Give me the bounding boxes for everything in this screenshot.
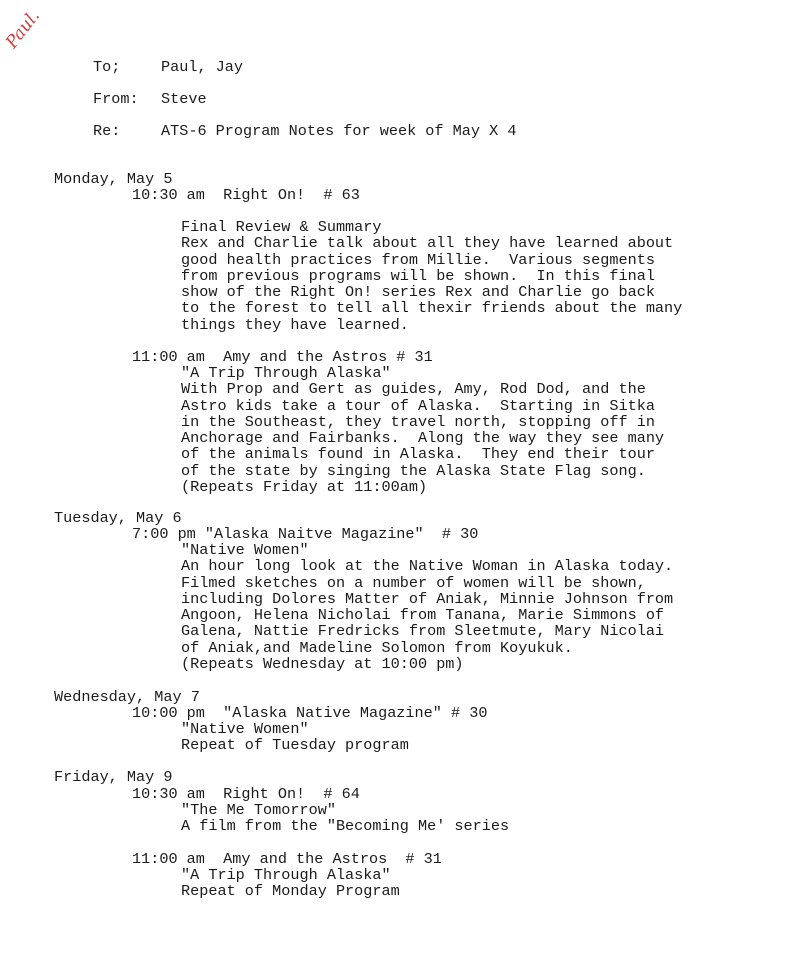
description-line: including Dolores Matter of Aniak, Minnie Johnson from: [181, 589, 674, 608]
description-line: of the state by singing the Alaska State Flag song.: [181, 461, 646, 480]
description-line: from previous programs will be shown. In this final: [181, 266, 655, 285]
re-label: Re:: [93, 122, 121, 140]
description-line: "Native Women": [181, 541, 309, 559]
program-time-title: 10:30 am Right On! # 63: [132, 186, 360, 204]
description-line: of the animals found in Alaska. They end their tour: [181, 445, 655, 464]
description-line: Angoon, Helena Nicholai from Tanana, Marie Simmons of: [181, 606, 665, 625]
program-time-title: 7:00 pm "Alaska Naitve Magazine" # 30: [132, 525, 479, 543]
description-line: Galena, Nattie Fredricks from Sleetmute, Mary Nicolai: [181, 622, 665, 641]
description-line: (Repeats Friday at 11:00am): [181, 478, 428, 497]
description-line: of Aniak,and Madeline Solomon from Koyukuk.: [181, 638, 573, 657]
program-time-title: 10:00 pm "Alaska Native Magazine" # 30: [132, 704, 488, 722]
description-line: Filmed sketches on a number of women will be shown,: [181, 573, 646, 592]
program-description: [181, 542, 673, 672]
description-line: "A Trip Through Alaska": [181, 866, 391, 884]
program-time-title: 11:00 am Amy and the Astros # 31: [132, 348, 433, 366]
description-line: good health practices from Millie. Various segments: [181, 250, 655, 269]
description-line: An hour long look at the Native Woman in Alaska today.: [181, 557, 674, 576]
day-heading-friday: Friday, May 9: [54, 768, 173, 786]
description-line: "The Me Tomorrow": [181, 801, 336, 819]
program-description: [181, 219, 682, 333]
description-line: Astro kids take a tour of Alaska. Starting in Sitka: [181, 396, 655, 415]
program-description: [181, 867, 400, 900]
day-heading-tuesday: Tuesday, May 6: [54, 509, 182, 527]
day-heading-wednesday: Wednesday, May 7: [54, 688, 200, 706]
program-time-title: 10:30 am Right On! # 64: [132, 785, 360, 803]
description-line: "A Trip Through Alaska": [181, 364, 391, 382]
description-line: things they have learned.: [181, 315, 409, 334]
from-label: From:: [93, 90, 139, 108]
description-line: Anchorage and Fairbanks. Along the way they see many: [181, 429, 665, 448]
program-description: [181, 365, 664, 495]
program-description: [181, 802, 509, 835]
day-heading-monday: Monday, May 5: [54, 170, 173, 188]
program-description: [181, 721, 409, 754]
handwritten-annotation: Paul.: [2, 6, 44, 53]
description-line: in the Southeast, they travel north, stopping off in: [181, 412, 655, 431]
description-line: "Native Women": [181, 720, 309, 738]
description-line: Final Review & Summary: [181, 218, 382, 236]
from-value: Steve: [161, 90, 207, 108]
to-label: To;: [93, 58, 121, 76]
description-line: With Prop and Gert as guides, Amy, Rod Dod, and the: [181, 380, 646, 399]
program-time-title: 11:00 am Amy and the Astros # 31: [132, 850, 442, 868]
re-value: ATS-6 Program Notes for week of May X 4: [161, 122, 517, 140]
description-line: Rex and Charlie talk about all they have learned about: [181, 234, 674, 253]
description-line: Repeat of Monday Program: [181, 882, 400, 901]
to-value: Paul, Jay: [161, 58, 244, 76]
description-line: Repeat of Tuesday program: [181, 736, 409, 755]
description-line: (Repeats Wednesday at 10:00 pm): [181, 655, 464, 674]
description-line: to the forest to tell all thexir friends about the many: [181, 299, 683, 318]
description-line: show of the Right On! series Rex and Charlie go back: [181, 283, 655, 302]
description-line: A film from the "Becoming Me' series: [181, 817, 510, 836]
